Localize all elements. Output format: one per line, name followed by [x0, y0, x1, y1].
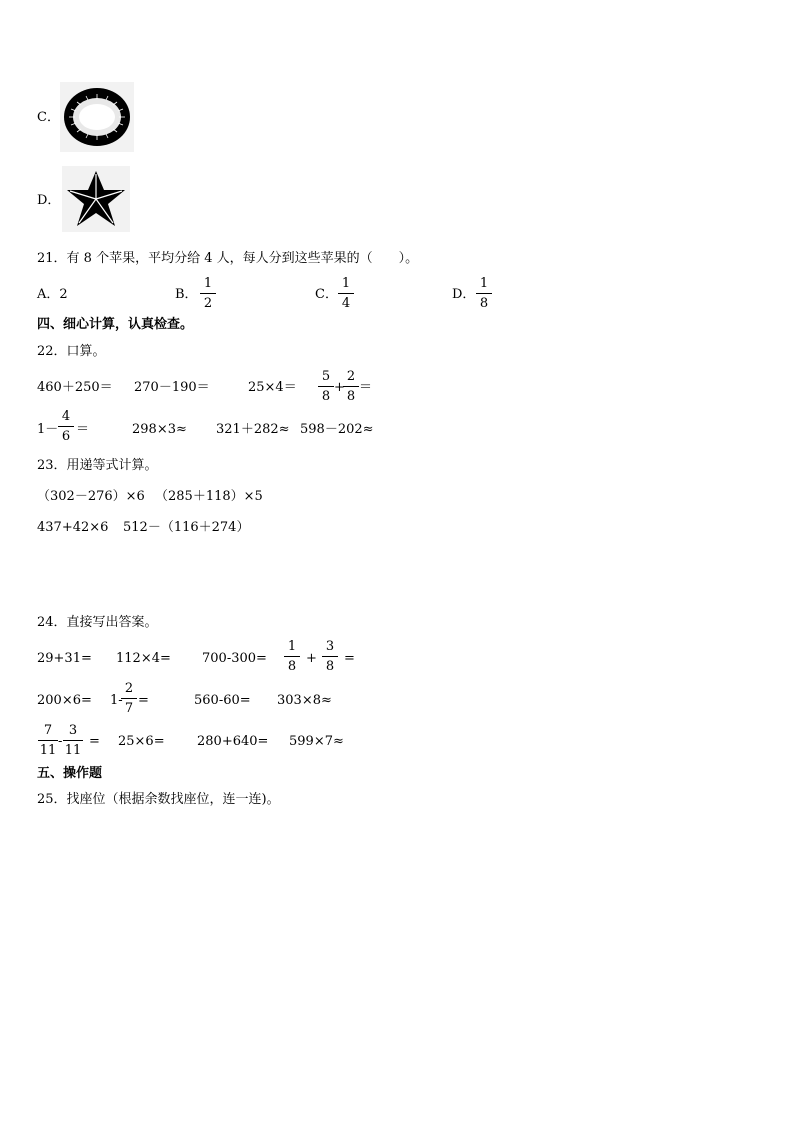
- q24-fraction: 1 8: [284, 639, 300, 674]
- q22-item: 321＋282≈: [216, 422, 290, 437]
- q22-fraction: 4 6: [58, 409, 74, 444]
- section-4-title: 四、细心计算，认真检查。: [37, 317, 194, 332]
- q21-stem: 21．有 8 个苹果，平均分给 4 人，每人分到这些苹果的（ ）。: [37, 251, 419, 266]
- q24-stem: 24．直接写出答案。: [37, 615, 158, 630]
- q25-stem: 25．找座位（根据余数找座位，连一连)。: [37, 792, 280, 807]
- q22-fraction: 2 8: [343, 369, 359, 404]
- q21-option-b-fraction: 1 2: [200, 276, 216, 311]
- q22-item: 298×3≈: [132, 422, 187, 437]
- q24-plus-sign: +: [306, 651, 317, 666]
- option-c-label: C．: [37, 110, 60, 125]
- q24-fraction: 7 11: [39, 723, 57, 758]
- q24-fraction: 3 8: [322, 639, 338, 674]
- q24-equals-sign: =: [138, 693, 149, 708]
- ring-shape-image: [60, 82, 134, 152]
- q23-item: （302－276）×6: [37, 489, 145, 504]
- q22-item: 598－202≈: [300, 422, 374, 437]
- q22-equals-sign: ＝: [359, 380, 373, 395]
- q24-equals-sign: =: [344, 651, 355, 666]
- q22-item: 1－: [37, 422, 59, 437]
- q24-item: 1-: [110, 693, 123, 708]
- star-shape-image: [62, 166, 130, 232]
- q22-item: 460＋250＝: [37, 380, 113, 395]
- q21-option-c-fraction: 1 4: [338, 276, 354, 311]
- section-5-title: 五、操作题: [37, 766, 103, 781]
- q24-fraction: 2 7: [121, 681, 137, 716]
- q22-equals-sign: ＝: [76, 422, 90, 437]
- q23-item: （285＋118）×5: [155, 489, 263, 504]
- q22-plus-sign: +: [334, 380, 345, 395]
- q24-item: 599×7≈: [289, 734, 344, 749]
- q21-option-d-fraction: 1 8: [476, 276, 492, 311]
- q22-item: 270－190＝: [134, 380, 210, 395]
- q22-item: 25×4＝: [248, 380, 297, 395]
- q21-option-c-label: C．: [315, 287, 338, 302]
- q24-item: 280+640=: [197, 734, 269, 749]
- q22-stem: 22．口算。: [37, 344, 106, 359]
- q24-item: 200×6=: [37, 693, 92, 708]
- q22-fraction: 5 8: [318, 369, 334, 404]
- q24-item: 560-60=: [194, 693, 251, 708]
- q24-item: 112×4=: [116, 651, 171, 666]
- q24-equals-sign: =: [89, 734, 100, 749]
- q21-option-b-label: B．: [175, 287, 198, 302]
- option-d-label: D．: [37, 193, 61, 208]
- q24-item: 29+31=: [37, 651, 92, 666]
- q24-item: 700-300=: [202, 651, 267, 666]
- q21-option-a: A．2: [37, 287, 68, 302]
- q24-minus-sign: -: [58, 734, 63, 749]
- q24-item: 303×8≈: [277, 693, 332, 708]
- q21-option-d-label: D．: [452, 287, 476, 302]
- q23-item: 437+42×6: [37, 520, 109, 535]
- q24-item: 25×6=: [118, 734, 165, 749]
- q24-fraction: 3 11: [64, 723, 82, 758]
- q23-item: 512－（116＋274）: [123, 520, 250, 535]
- q23-stem: 23．用递等式计算。: [37, 458, 158, 473]
